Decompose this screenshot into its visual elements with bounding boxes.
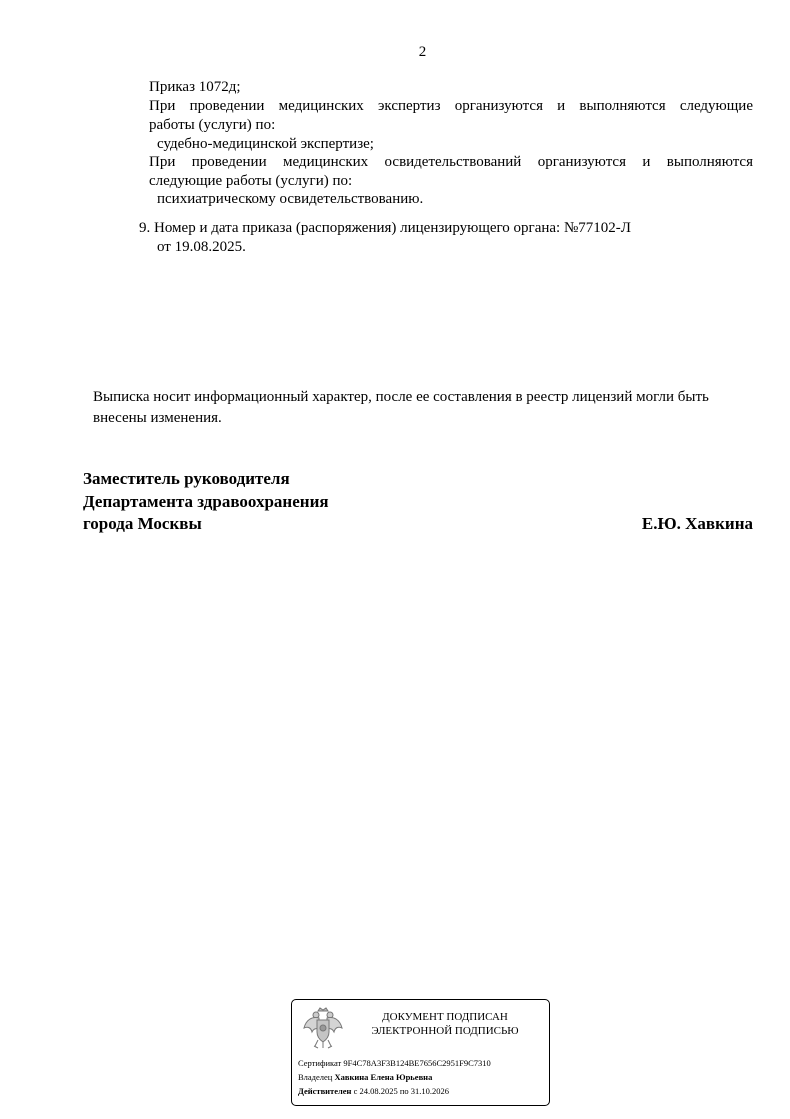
stamp-owner <box>298 1072 432 1083</box>
valid-label: Действителен <box>298 1086 352 1096</box>
certificate-value: 9F4C78A3F3B124BE7656C2951F9C7310 <box>343 1058 491 1068</box>
cert-intro-line1: При проведении медицинских освидетельствований организуются и выполняются <box>149 154 753 170</box>
stamp-certificate <box>298 1058 491 1069</box>
item9-line1: 9. Номер и дата приказа (распоряжения) лицензирующего органа: №77102-Л <box>139 220 631 236</box>
certificate-label: Сертификат <box>298 1058 342 1068</box>
cert-intro-line2: следующие работы (услуги) по: <box>149 173 353 189</box>
owner-value: Хавкина Елена Юрьевна <box>334 1072 433 1082</box>
signer-position-line3: города Москвы <box>83 514 202 533</box>
exam-intro-line1: При проведении медицинских экспертиз организуются и выполняются следующие <box>149 98 753 114</box>
signer-name: Е.Ю. Хавкина <box>641 514 753 533</box>
signer-position-line1: Заместитель руководителя <box>83 469 290 488</box>
page-number: 2 <box>418 44 427 60</box>
information-note: Выписка носит информационный характер, после ее составления в реестр лицензий могли быть внесены изменения. <box>93 389 709 426</box>
item9-line2: от 19.08.2025. <box>157 239 246 255</box>
stamp-title-line2: ЭЛЕКТРОННОЙ ПОДПИСЬЮ <box>371 1025 519 1037</box>
e-signature-stamp <box>291 999 550 1106</box>
exam-item: судебно-медицинской экспертизе; <box>157 136 374 152</box>
signer-position-line2: Департамента здравоохранения <box>83 492 329 511</box>
order-line: Приказ 1072д; <box>149 79 241 95</box>
cert-item: психиатрическому освидетельствованию. <box>157 191 424 207</box>
stamp-validity <box>298 1086 449 1097</box>
owner-label: Владелец <box>298 1072 333 1082</box>
coat-of-arms-icon <box>302 1006 344 1050</box>
valid-value: с 24.08.2025 по 31.10.2026 <box>353 1086 450 1096</box>
stamp-title <box>350 1010 540 1038</box>
exam-intro-line2: работы (услуги) по: <box>149 117 276 133</box>
stamp-title-line1: ДОКУМЕНТ ПОДПИСАН <box>382 1011 508 1023</box>
